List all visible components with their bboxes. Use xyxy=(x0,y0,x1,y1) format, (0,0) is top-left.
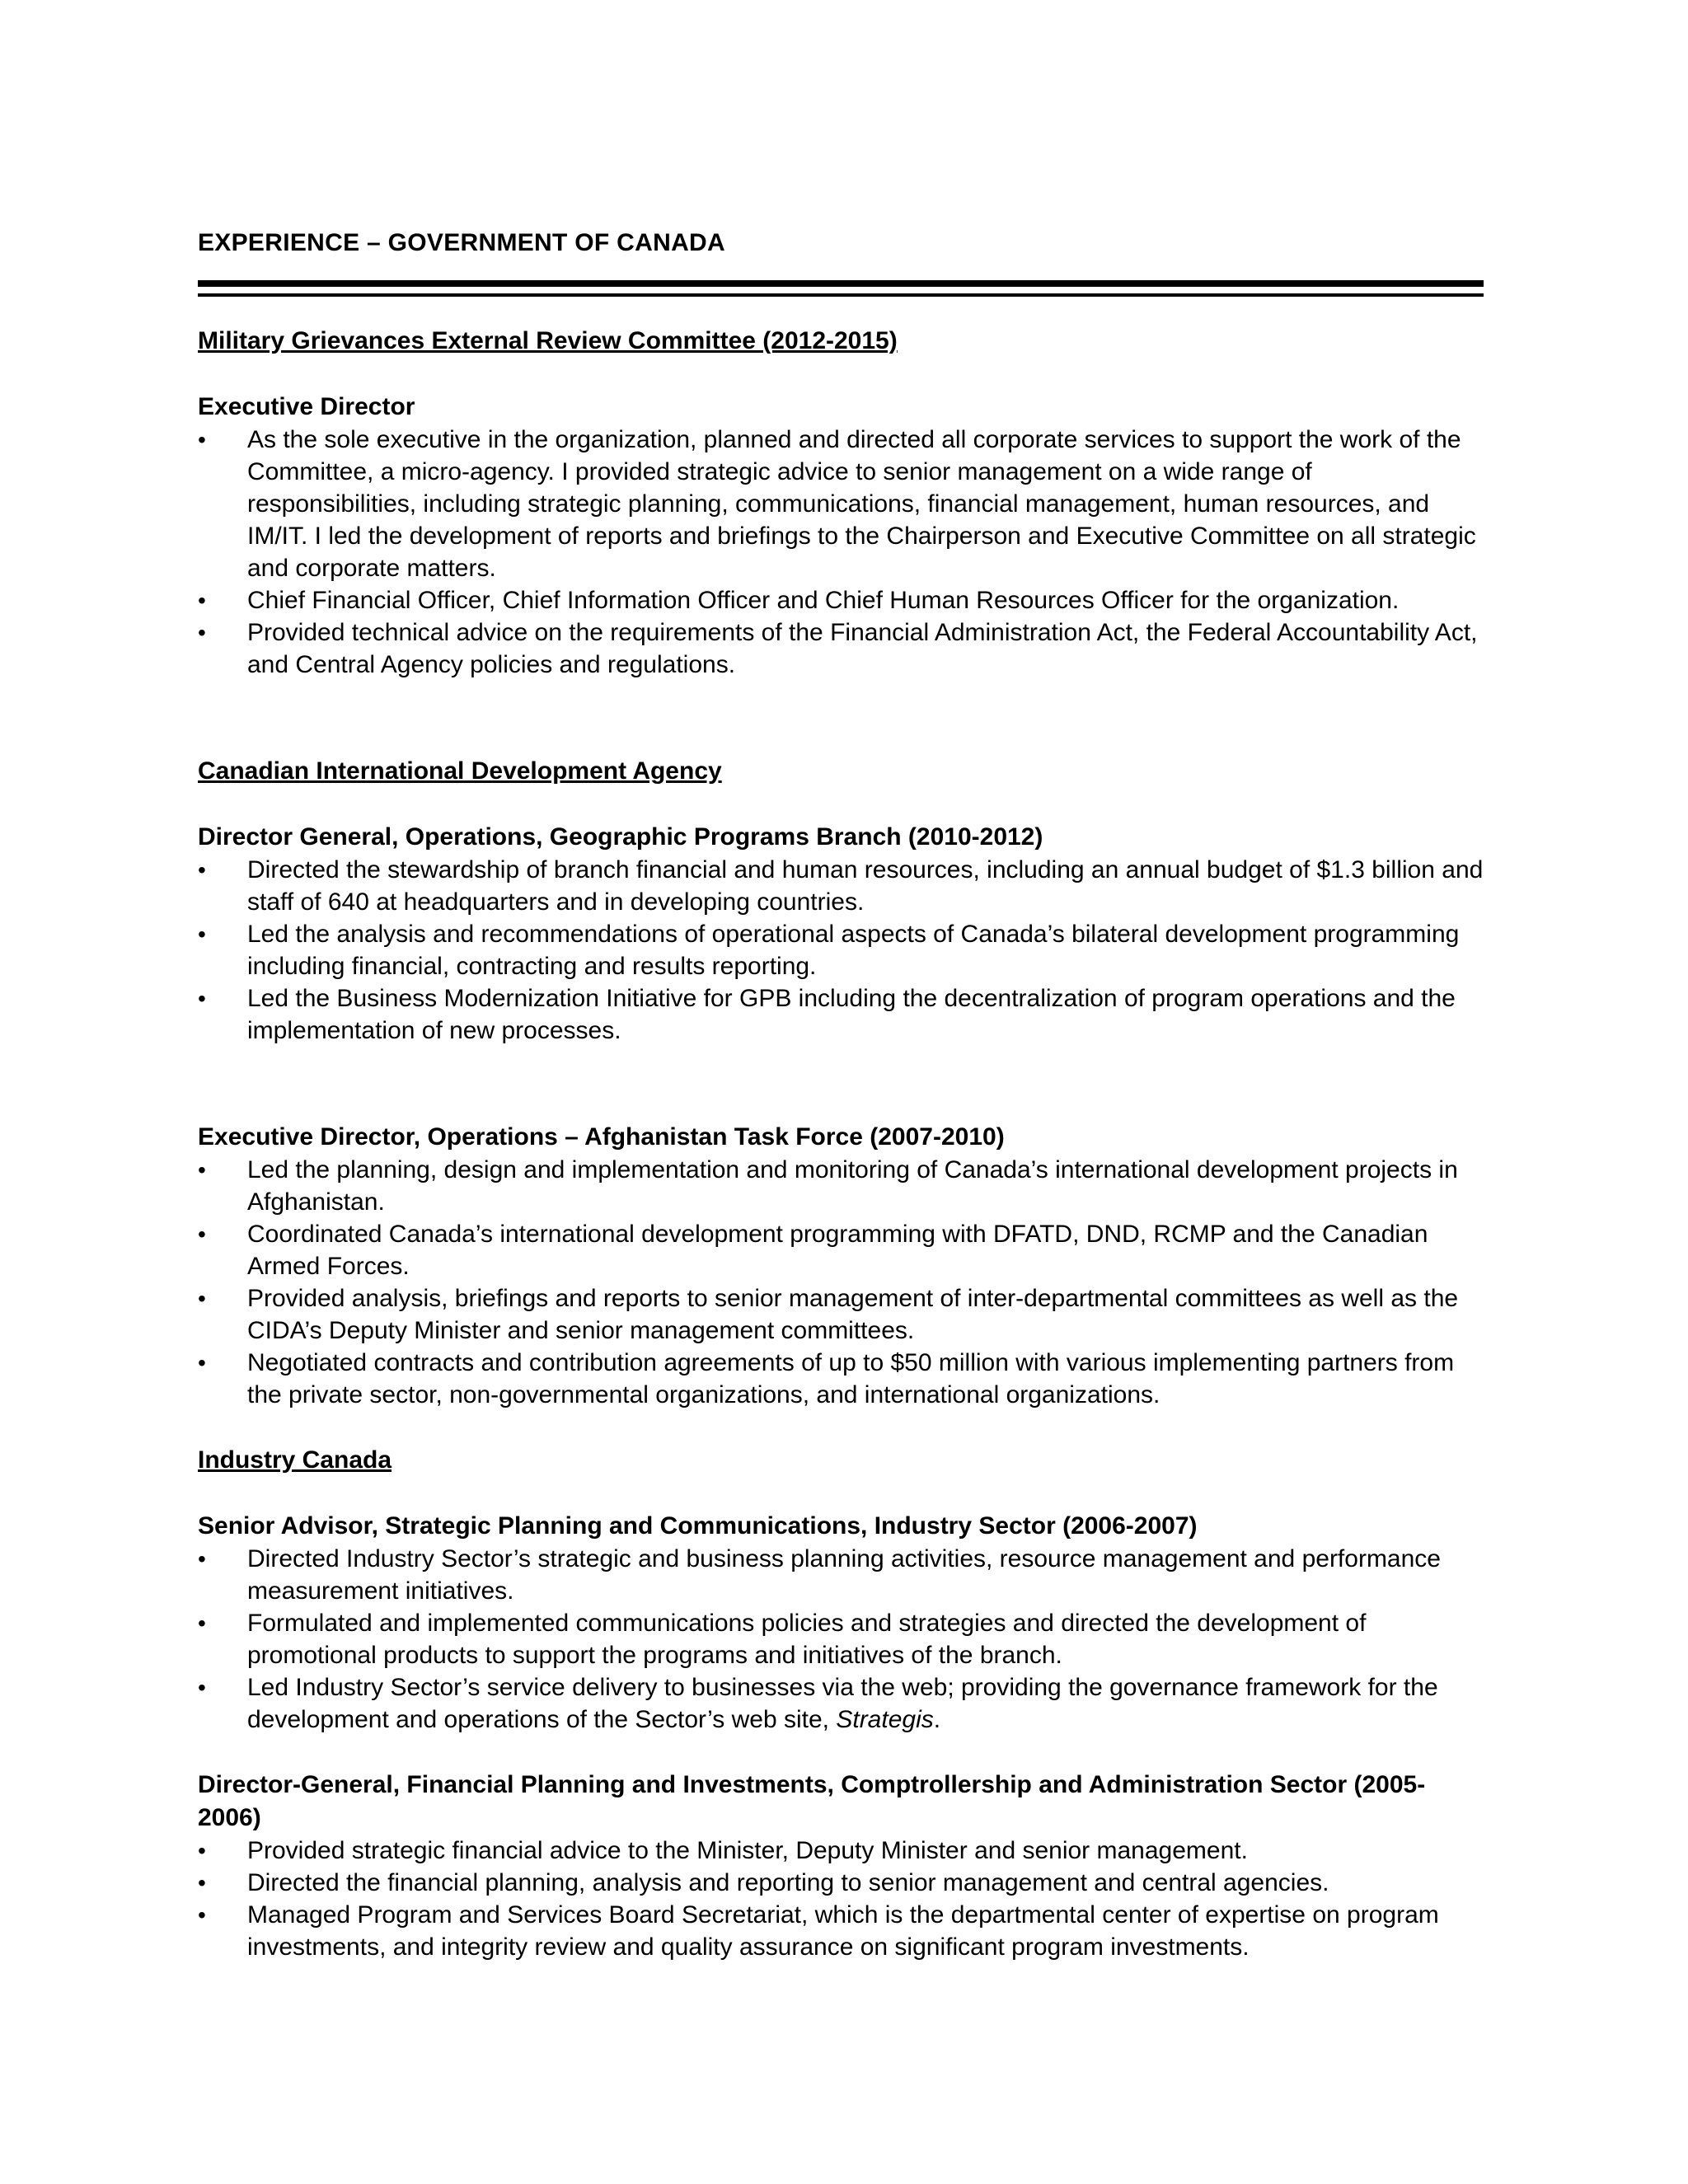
role-title: Senior Advisor, Strategic Planning and Communications, Industry Sector (2006-2007) xyxy=(198,1512,1198,1540)
list-item: • Formulated and implemented communications policies and strategies and directed the development of promotional products to support the programs and initiatives of the branch. xyxy=(198,1607,1484,1671)
divider-thin xyxy=(198,293,1484,297)
bullet-list xyxy=(198,424,1484,681)
bullet-icon: • xyxy=(198,1610,206,1636)
bullet-icon: • xyxy=(198,1546,206,1572)
list-item: • Directed Industry Sector’s strategic and business planning activities, resource management and performance measurement initiatives. xyxy=(198,1543,1484,1607)
bullet-icon: • xyxy=(198,1286,206,1311)
list-item: • Managed Program and Services Board Secretariat, which is the departmental center of expertise on program investments, and integrity review and quality assurance on significant program investments. xyxy=(198,1899,1484,1963)
bullet-icon: • xyxy=(198,857,206,883)
list-item: • Led the Business Modernization Initiative for GPB including the decentralization of program operations and the implementation of new processes. xyxy=(198,982,1484,1047)
bullet-icon: • xyxy=(198,427,206,452)
website-name: Strategis xyxy=(836,1706,934,1733)
list-item: • Provided analysis, briefings and reports to senior management of inter-departmental committees as well as the CIDA’s Deputy Minister and senior management committees. xyxy=(198,1282,1484,1347)
divider-thick xyxy=(198,280,1484,287)
bullet-icon: • xyxy=(198,1157,206,1183)
bullet-icon: • xyxy=(198,620,206,645)
page-title: EXPERIENCE – GOVERNMENT OF CANADA xyxy=(198,229,725,256)
experience-content xyxy=(198,325,1484,1963)
bullet-icon: • xyxy=(198,986,206,1011)
list-item: • Coordinated Canada’s international development programming with DFATD, DND, RCMP and the Canadian Armed Forces. xyxy=(198,1218,1484,1282)
list-item: • Provided strategic financial advice to the Minister, Deputy Minister and senior management. xyxy=(198,1835,1484,1867)
bullet-icon: • xyxy=(198,588,206,613)
list-item: • As the sole executive in the organization, planned and directed all corporate services to support the work of the Committee, a micro-agency. I provided strategic advice to senior management on a wide range of responsibilities, including strategic planning, communications, financial management, human resources, and IM/IT. I led the development of reports and briefings to the Chairperson and Executive Committee on all strategic and corporate matters. xyxy=(198,424,1484,584)
bullet-icon: • xyxy=(198,1870,206,1896)
role-title: Director-General, Financial Planning and Investments, Comptrollership and Administration Sector (2005-2006) xyxy=(198,1771,1426,1831)
org-heading-mgerc: Military Grievances External Review Committee (2012-2015) xyxy=(198,327,898,354)
bullet-list xyxy=(198,854,1484,1047)
role-title: Executive Director, Operations – Afghanistan Task Force (2007-2010) xyxy=(198,1123,1005,1151)
org-heading-cida: Canadian International Development Agency xyxy=(198,757,722,785)
list-item: • Chief Financial Officer, Chief Information Officer and Chief Human Resources Officer for the organization. xyxy=(198,584,1484,616)
role-title: Executive Director xyxy=(198,393,415,420)
role-title: Director General, Operations, Geographic Programs Branch (2010-2012) xyxy=(198,823,1043,851)
bullet-icon: • xyxy=(198,1221,206,1247)
org-heading-industry: Industry Canada xyxy=(198,1446,392,1474)
bullet-icon: • xyxy=(198,1902,206,1928)
list-item: • Negotiated contracts and contribution agreements of up to $50 million with various implementing partners from the private sector, non-governmental organizations, and international organizations. xyxy=(198,1347,1484,1411)
list-item: • Provided technical advice on the requirements of the Financial Administration Act, the Federal Accountability Act, and Central Agency policies and regulations. xyxy=(198,616,1484,681)
bullet-icon: • xyxy=(198,1838,206,1863)
list-item: • Led Industry Sector’s service delivery to businesses via the web; providing the governance framework for the development and operations of the Sector’s web site, Strategis. xyxy=(198,1671,1484,1736)
bullet-list xyxy=(198,1154,1484,1411)
bullet-icon: • xyxy=(198,1675,206,1700)
list-item: • Led the analysis and recommendations of operational aspects of Canada’s bilateral development programming including financial, contracting and results reporting. xyxy=(198,918,1484,982)
list-item: • Led the planning, design and implementation and monitoring of Canada’s international development projects in Afghanistan. xyxy=(198,1154,1484,1218)
list-item: • Directed the stewardship of branch financial and human resources, including an annual budget of $1.3 billion and staff of 640 at headquarters and in developing countries. xyxy=(198,854,1484,918)
bullet-icon: • xyxy=(198,921,206,947)
list-item: • Directed the financial planning, analysis and reporting to senior management and central agencies. xyxy=(198,1867,1484,1899)
bullet-icon: • xyxy=(198,1350,206,1376)
bullet-list xyxy=(198,1835,1484,1963)
bullet-list xyxy=(198,1543,1484,1736)
